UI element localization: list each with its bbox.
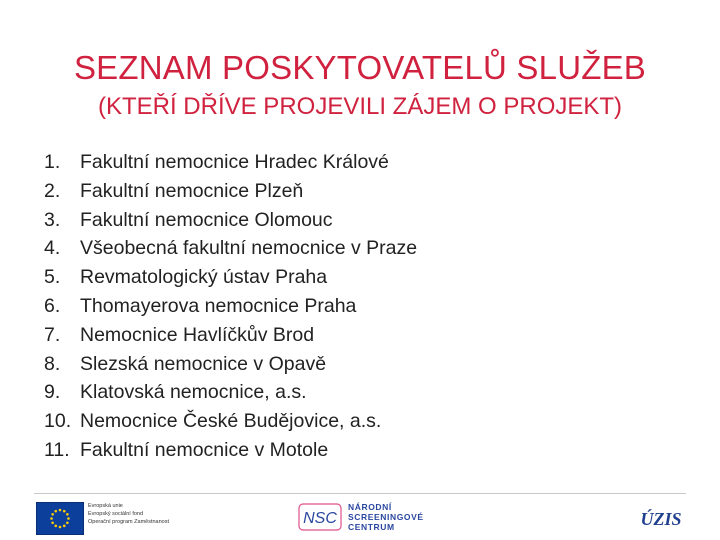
list-item-text: Thomayerova nemocnice Praha [80,294,357,317]
list-item-number: 10. [44,410,72,433]
list-item [44,148,417,177]
list-item-text: Fakultní nemocnice Olomouc [80,208,333,231]
list-item [44,206,417,235]
list-item [44,321,417,350]
list-item-text: Fakultní nemocnice Hradec Králové [80,151,389,173]
list-item-number: 8. [44,352,61,375]
list-item-number: 5. [44,266,61,289]
nsc-caption-line: NÁRODNÍ [348,502,392,512]
list-item [44,234,417,263]
list-item-text: Klatovská nemocnice, a.s. [80,381,307,404]
eu-flag-icon [36,502,84,535]
page-subtitle: (KTEŘÍ DŘÍVE PROJEVILI ZÁJEM O PROJEKT) [97,93,623,120]
list-item-text: Fakultní nemocnice Plzeň [80,179,304,202]
list-item-text: Revmatologický ústav Praha [80,266,328,289]
page-title: SEZNAM POSKYTOVATELŮ SLUŽEB [73,49,647,86]
list-item [44,407,417,436]
list-item-number: 3. [44,208,61,231]
provider-list [44,148,417,465]
list-item [44,378,417,407]
eu-caption-line: Evropský sociální fond [88,511,144,517]
list-item-text: Fakultní nemocnice v Motole [80,438,329,461]
footer [0,494,720,540]
list-item [44,292,417,321]
list-item-number: 11. [44,438,70,461]
eu-caption-line: Operační program Zaměstnanost [88,519,170,525]
nsc-logo-text: NSC [303,510,337,527]
nsc-caption [348,502,424,532]
list-item-number: 7. [44,323,61,346]
list-item-text: Nemocnice Havlíčkův Brod [80,323,315,346]
list-item-text: Všeobecná fakultní nemocnice v Praze [80,237,418,260]
uzis-logo-text: ÚZIS [640,509,682,529]
list-item-number: 4. [44,237,61,260]
nsc-logo-icon [298,502,342,532]
eu-caption [88,502,198,526]
list-item [44,177,417,206]
nsc-caption-line: SCREENINGOVÉ [348,512,424,522]
list-item-text: Nemocnice České Budějovice, a.s. [80,410,382,433]
uzis-logo-icon [638,505,684,531]
list-item [44,350,417,379]
nsc-caption-line: CENTRUM [348,522,395,532]
list-item [44,263,417,292]
list-item-number: 2. [44,179,61,202]
list-item-number: 6. [44,294,61,317]
list-item-text: Slezská nemocnice v Opavě [80,352,327,375]
list-item-number: 1. [44,151,61,173]
list-item-number: 9. [44,381,61,404]
eu-stars [37,503,83,534]
eu-caption-line: Evropská unie [88,503,123,509]
list-item [44,436,417,465]
